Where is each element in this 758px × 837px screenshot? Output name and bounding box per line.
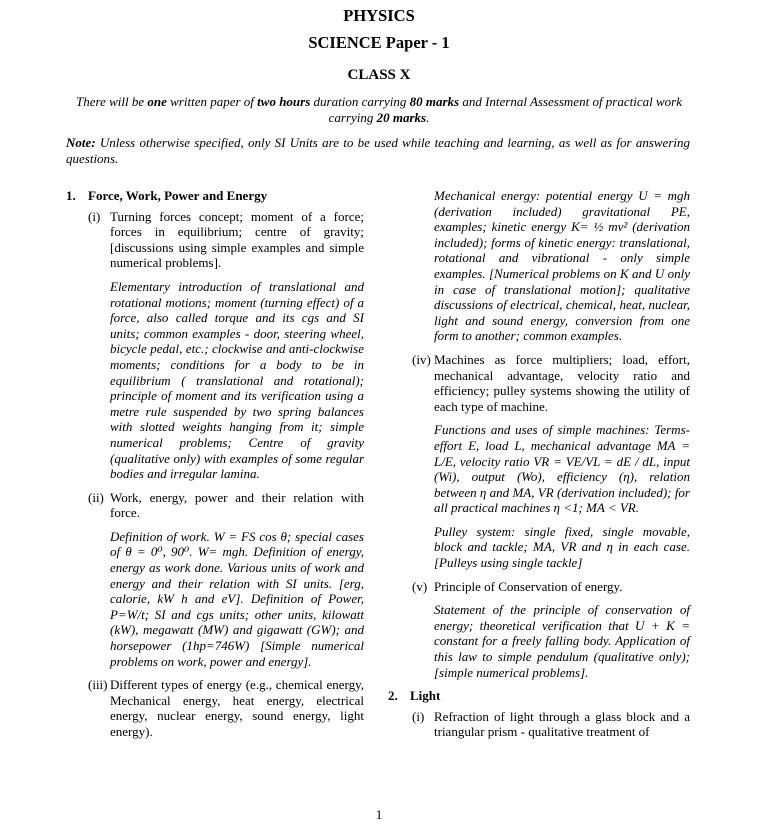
topic-item: (v) Principle of Conservation of energy. xyxy=(412,578,623,594)
topic-item: (i) Turning forces concept; moment of a force; forces in equilibrium; centre of gravity; [discussions using simple examples and simple numerical problems]. xyxy=(88,208,364,271)
topic-item: (ii) Work, energy, power and their relation with force. xyxy=(88,489,364,521)
topic-item: (iii) Different types of energy (e.g., chemical energy, Mechanical energy, heat energy, electrical energy, nuclear energy, sound energy, light energy). xyxy=(88,677,364,739)
section-heading: 1. Force, Work, Power and Energy xyxy=(66,188,268,203)
topic-item: (i) Refraction of light through a glass block and a triangular prism - qualitative treatment of xyxy=(412,708,690,740)
topic-detail: Pulley system: single fixed, single movable, block and tackle; MA, VR and η in each case. [Pulleys using single tackle] xyxy=(434,523,690,571)
topic-detail: Mechanical energy: potential energy U = mgh (derivation included) gravitational PE, examples; kinetic energy K= ½ mv² (derivation included); forms of kinetic energy: translational, rotational and vibrational - only simple examples. [Numerical problems on K and U only in case of translational motion]; qualitative discussions of electrical, chemical, heat, nuclear, light and sound energy, conversion from one form to another; common examples. xyxy=(434,188,690,344)
topic-item: (iv) Machines as force multipliers; load, effort, mechanical advantage, velocity ratio and efficiency; pulley systems showing the utility of each type of machine. xyxy=(412,351,690,414)
topic-detail: Definition of work. W = FS cos θ; special cases of θ = 0⁰, 90⁰. W= mgh. Definition of energy, energy as work done. Various units of work and energy and their relation with SI units. [erg, calorie, kW h and eV]. Definition of Power, P=W/t; SI and cgs units; other units, kilowatt (kW), megawatt (MW) and gigawatt (GW); and horsepower (1hp=746W) [Simple numerical problems on work, power and energy]. xyxy=(110,528,364,669)
topic-detail: Functions and uses of simple machines: Terms- effort E, load L, mechanical advantage MA = L/E, velocity ratio VR = VE/VL = dE / dL, input (Wi), output (Wo), efficiency (η), relation between η and MA, VR (derivation included); for all practical machines η <1; MA < VR. xyxy=(434,422,690,516)
right-column xyxy=(388,188,690,748)
paper-title: SCIENCE Paper - 1 xyxy=(308,33,450,52)
subject-title: PHYSICS xyxy=(343,6,415,25)
class-title: CLASS X xyxy=(347,67,411,83)
topic-detail: Elementary introduction of translational and rotational motions; moment (turning effect) of a force, also called torque and its cgs and SI units; common examples - door, steering wheel, bicycle pedal, etc.; clockwise and anti-clockwise moments; conditions for a body to be in equilibrium ( translational and rotational); principle of moment and its verification using a metre rule suspended by two spring balances with slotted weights hanging from it; simple numerical problems; Centre of gravity (qualitative only) with examples of some regular bodies and irregular lamina. xyxy=(110,278,364,482)
topic-detail: Statement of the principle of conservation of energy; theoretical verification that U + K = constant for a freely falling body. Application of this law to simple pendulum (qualitative only); [simple numerical problems]. xyxy=(434,602,690,680)
page-number: 1 xyxy=(375,807,383,822)
note-label: Note: xyxy=(66,135,96,150)
section-heading: 2. Light xyxy=(388,688,441,704)
note-paragraph: Note: Unless otherwise specified, only SI Units are to be used while teaching and learning, as well as for answering questions. xyxy=(66,135,690,166)
left-column xyxy=(66,188,364,748)
intro-paragraph: There will be one written paper of two hours duration carrying 80 marks and Internal Assessment of practical work carrying 20 marks. xyxy=(76,94,682,125)
